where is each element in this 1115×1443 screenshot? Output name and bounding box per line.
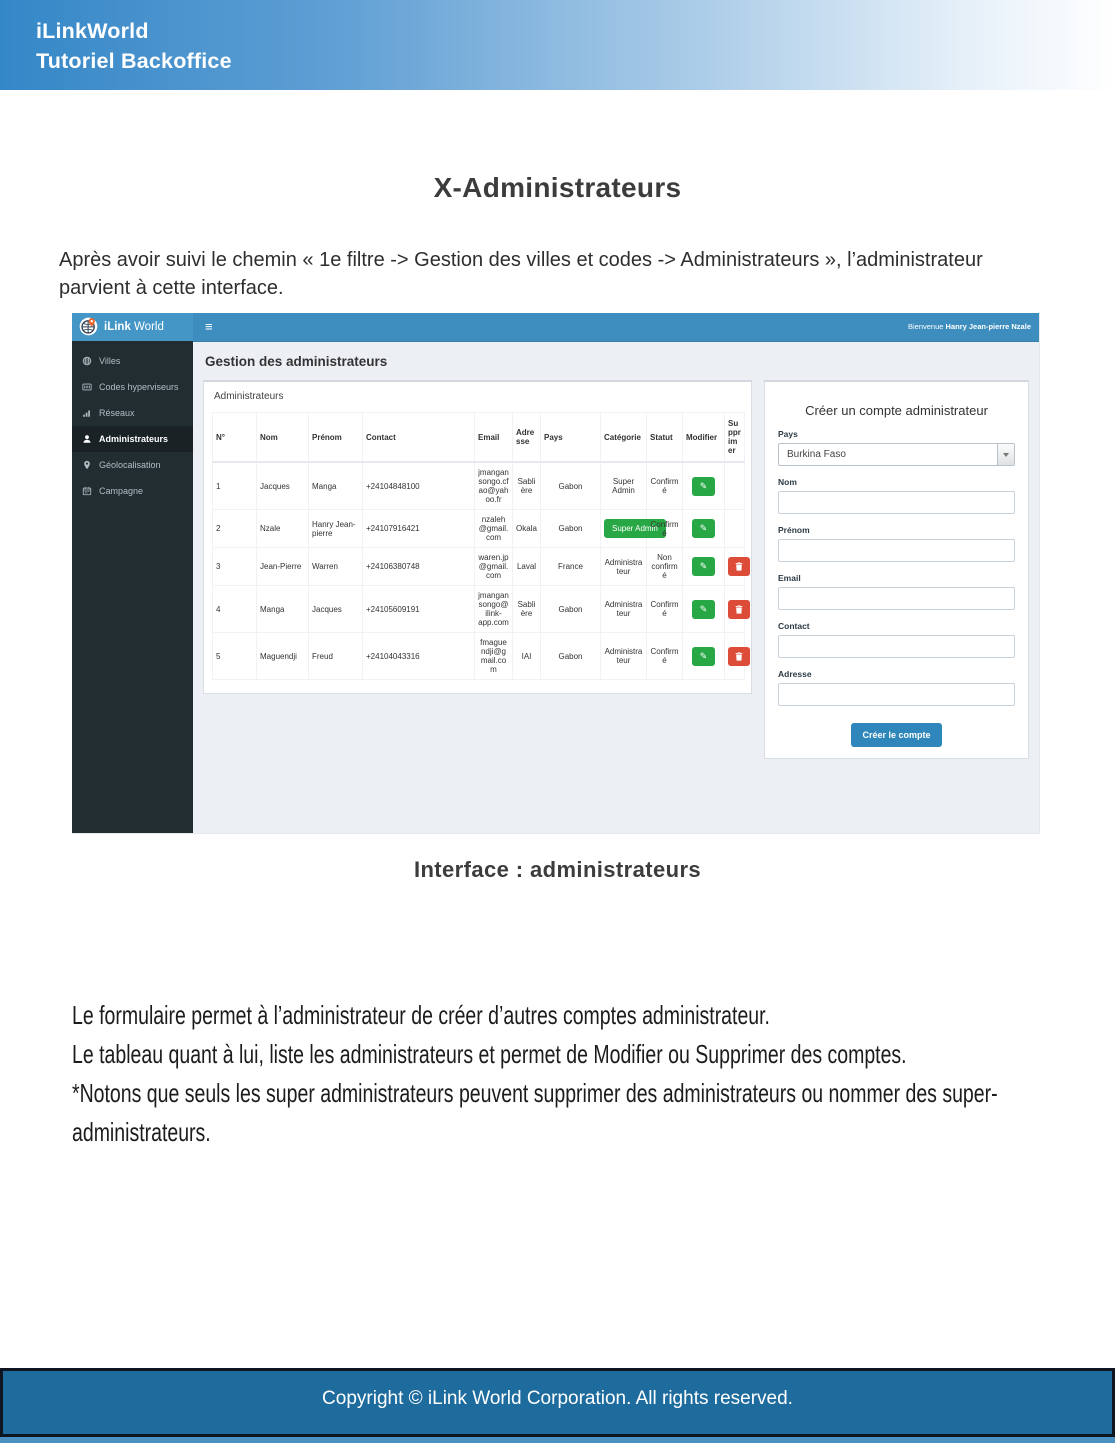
- brand-regular: World: [130, 321, 164, 333]
- sidebar-label: Campagne: [99, 486, 144, 496]
- cell-pays: Gabon: [541, 462, 601, 510]
- table-header-cell: Prénom: [309, 413, 363, 463]
- delete-button[interactable]: [728, 647, 750, 666]
- cell-supprimer: [725, 633, 745, 680]
- cell-prenom: Manga: [309, 462, 363, 510]
- cell-email: waren.jp@gmail.com: [475, 548, 513, 586]
- cell-nom: Maguendji: [257, 633, 309, 680]
- cell-adresse: Okala: [513, 510, 541, 548]
- cell-email: fmaguendji@gmail.com: [475, 633, 513, 680]
- welcome-user-name: Hanry Jean-pierre Nzale: [945, 322, 1031, 331]
- page-title: X-Administrateurs: [433, 172, 682, 203]
- edit-button[interactable]: [692, 477, 715, 496]
- cell-categorie: [601, 633, 647, 680]
- app-navbar: [72, 313, 1039, 341]
- body-text: [72, 996, 1047, 1152]
- content-heading: Gestion des administrateurs: [205, 354, 388, 369]
- adresse-field[interactable]: [778, 683, 1015, 706]
- banner-line-1: iLinkWorld: [36, 19, 149, 43]
- nom-label: Nom: [778, 477, 797, 487]
- trash-icon: [735, 649, 743, 664]
- cell-email: jmangansongo@ilink-app.com: [475, 586, 513, 633]
- cell-num: 3: [213, 548, 257, 586]
- cell-modifier: [683, 462, 725, 510]
- app-sidebar: [72, 341, 193, 833]
- trash-icon: [735, 602, 743, 617]
- body-paragraph: *Notons que seuls les super administrateurs peuvent supprimer des administrateurs ou nommer des super-administrateurs.: [72, 1078, 998, 1147]
- document-footer: [0, 1368, 1115, 1437]
- welcome-text: [908, 313, 1039, 341]
- pays-label: Pays: [778, 429, 798, 439]
- table-header-cell: Contact: [363, 413, 475, 463]
- cell-supprimer: [725, 586, 745, 633]
- sidebar-item-campagne[interactable]: [72, 478, 193, 504]
- cell-nom: Nzale: [257, 510, 309, 548]
- banner-line-2: Tutoriel Backoffice: [36, 49, 232, 73]
- table-header-cell: Statut: [647, 413, 683, 463]
- cell-adresse: Sablière: [513, 586, 541, 633]
- bar-chart-icon: [82, 408, 92, 418]
- body-paragraph: Le formulaire permet à l’administrateur de créer d’autres comptes administrateur.: [72, 1000, 770, 1030]
- table-header-cell: Modifier: [683, 413, 725, 463]
- cell-pays: Gabon: [541, 586, 601, 633]
- map-pin-icon: [82, 460, 92, 470]
- cell-supprimer: [725, 548, 745, 586]
- pays-selected-value: Burkina Faso: [787, 449, 846, 460]
- sidebar-item-geolocalisation[interactable]: [72, 452, 193, 478]
- brand-text: [104, 321, 164, 333]
- category-label: Super Admin: [604, 519, 666, 538]
- table-row: [213, 462, 745, 510]
- cell-pays: Gabon: [541, 633, 601, 680]
- cell-prenom: Freud: [309, 633, 363, 680]
- table-row: [213, 510, 745, 548]
- administrators-table: [212, 412, 745, 680]
- cell-nom: Jean-Pierre: [257, 548, 309, 586]
- prenom-field[interactable]: [778, 539, 1015, 562]
- table-header-cell: Adresse: [513, 413, 541, 463]
- cell-supprimer: [725, 462, 745, 510]
- body-paragraph: Le tableau quant à lui, liste les administrateurs et permet de Modifier ou Supprimer des comptes.: [72, 1039, 907, 1069]
- table-row: [213, 633, 745, 680]
- cell-statut: Confirmé: [647, 462, 683, 510]
- delete-button[interactable]: [728, 557, 750, 576]
- calendar-icon: [82, 486, 92, 496]
- globe-pin-logo-icon: [79, 317, 98, 338]
- prenom-label: Prénom: [778, 525, 810, 535]
- cell-nom: Jacques: [257, 462, 309, 510]
- sidebar-label: Géolocalisation: [99, 460, 161, 470]
- edit-button[interactable]: [692, 600, 715, 619]
- table-header-cell: N°: [213, 413, 257, 463]
- contact-label: Contact: [778, 621, 810, 631]
- cell-email: nzaleh@gmail.com: [475, 510, 513, 548]
- cell-contact: +24107916421: [363, 510, 475, 548]
- cell-modifier: [683, 510, 725, 548]
- nom-field[interactable]: [778, 491, 1015, 514]
- cell-categorie: [601, 510, 658, 548]
- email-label: Email: [778, 573, 801, 583]
- cell-modifier: [683, 633, 725, 680]
- sidebar-item-codes-hyperviseurs[interactable]: [72, 374, 193, 400]
- edit-pencil-icon: ✎: [699, 603, 708, 614]
- cell-num: 1: [213, 462, 257, 510]
- document-banner: [0, 0, 1115, 90]
- table-row: [213, 548, 745, 586]
- cell-categorie: [601, 548, 647, 586]
- globe-icon: [82, 356, 92, 366]
- footer-accent-strip: [0, 1437, 1115, 1443]
- cell-prenom: Warren: [309, 548, 363, 586]
- cell-nom: Manga: [257, 586, 309, 633]
- user-icon: [82, 434, 92, 444]
- cell-adresse: IAI: [513, 633, 541, 680]
- category-label: Administrateur: [604, 557, 643, 576]
- sidebar-label: Villes: [99, 356, 121, 366]
- cell-categorie: [601, 462, 647, 510]
- adresse-label: Adresse: [778, 669, 812, 679]
- select-chevron-down-icon: [997, 444, 1014, 465]
- edit-button[interactable]: [692, 557, 715, 576]
- table-header-cell: Nom: [257, 413, 309, 463]
- sidebar-item-administrateurs[interactable]: [72, 426, 193, 452]
- cell-num: 2: [213, 510, 257, 548]
- cell-num: 5: [213, 633, 257, 680]
- cell-categorie: [601, 586, 647, 633]
- edit-pencil-icon: ✎: [699, 561, 708, 571]
- category-label: Administrateur: [604, 600, 643, 618]
- email-field[interactable]: [778, 587, 1015, 610]
- copyright-text: Copyright © iLink World Corporation. All rights reserved.: [322, 1388, 793, 1409]
- table-header-cell: Catégorie: [601, 413, 647, 463]
- app-content: [193, 341, 1039, 833]
- trash-icon: [735, 559, 743, 574]
- cell-statut: Confirmé: [647, 633, 683, 680]
- table-header-cell: Email: [475, 413, 513, 463]
- administrators-panel: [203, 380, 752, 694]
- delete-button[interactable]: [728, 600, 750, 619]
- cell-statut: Non confirmé: [647, 548, 683, 586]
- sidebar-label: Administrateurs: [99, 434, 169, 444]
- cell-modifier: [683, 586, 725, 633]
- table-header-row: [213, 413, 745, 463]
- cell-contact: +24105609191: [363, 586, 475, 633]
- cell-adresse: Sablière: [513, 462, 541, 510]
- form-title: Créer un compte administrateur: [805, 403, 988, 418]
- cell-supprimer: [725, 510, 745, 548]
- edit-button[interactable]: [692, 647, 715, 666]
- hamburger-menu-icon[interactable]: ≡: [205, 319, 213, 334]
- cell-statut: Confirmé: [647, 586, 683, 633]
- contact-field[interactable]: [778, 635, 1015, 658]
- create-admin-form: [764, 380, 1029, 759]
- table-header-cell: Pays: [541, 413, 601, 463]
- intro-paragraph: Après avoir suivi le chemin « 1e filtre -> Gestion des villes et codes -> Administrateurs », l’administrateur parvient à cette interface.: [59, 249, 983, 299]
- cell-adresse: Laval: [513, 548, 541, 586]
- table-row: [213, 586, 745, 633]
- cell-statut: Confirmé: [647, 510, 683, 548]
- welcome-prefix: Bienvenue: [908, 322, 946, 331]
- cell-modifier: [683, 548, 725, 586]
- category-label: Administrateur: [604, 647, 643, 665]
- category-label: Super Admin: [612, 477, 635, 495]
- table-header-cell: Supprimer: [725, 413, 745, 463]
- cell-prenom: Hanry Jean-pierre: [309, 510, 363, 548]
- brand-bold: iLink: [104, 321, 131, 333]
- app-logo[interactable]: [72, 313, 193, 341]
- edit-pencil-icon: ✎: [699, 480, 708, 491]
- cell-contact: +24104043316: [363, 633, 475, 680]
- panel-title: Administrateurs: [214, 391, 284, 402]
- cell-contact: +24106380748: [363, 548, 475, 586]
- edit-pencil-icon: ✎: [699, 650, 708, 661]
- sidebar-label: Codes hyperviseurs: [99, 382, 179, 392]
- cell-prenom: Jacques: [309, 586, 363, 633]
- cell-pays: France: [541, 548, 601, 586]
- cell-pays: Gabon: [541, 510, 601, 548]
- cell-contact: +24104848100: [363, 462, 475, 510]
- codes-icon: [82, 382, 92, 392]
- sidebar-item-reseaux[interactable]: [72, 400, 193, 426]
- sidebar-item-villes[interactable]: [72, 348, 193, 374]
- backoffice-screenshot: [72, 313, 1040, 834]
- screenshot-caption: Interface : administrateurs: [413, 857, 702, 882]
- pays-select[interactable]: [778, 443, 1015, 466]
- cell-num: 4: [213, 586, 257, 633]
- edit-button[interactable]: [692, 519, 715, 538]
- edit-pencil-icon: ✎: [699, 523, 708, 533]
- sidebar-label: Réseaux: [99, 408, 135, 418]
- cell-email: jmangansongo.cfao@yahoo.fr: [475, 462, 513, 510]
- create-account-button[interactable]: Créer le compte: [851, 723, 941, 747]
